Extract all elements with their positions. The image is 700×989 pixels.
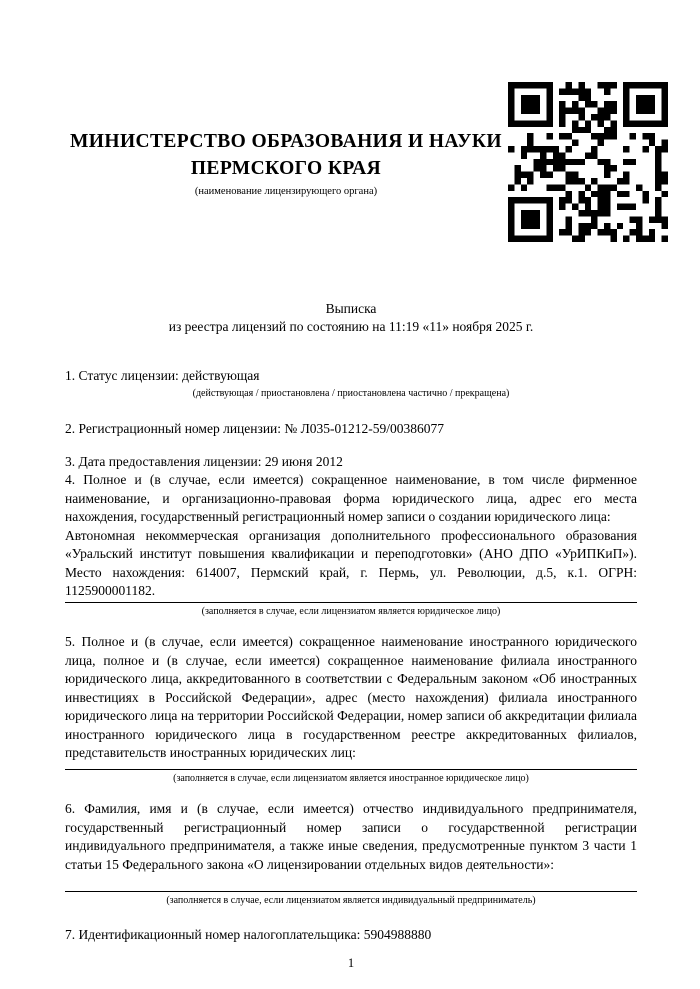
license-status: 1. Статус лицензии: действующая: [65, 368, 260, 383]
entrepreneur-label: 6. Фамилия, имя и (в случае, если имеется) отчество индивидуального предпринимателя, государственный регистрационный номер записи о государственной регистрации индивидуального предпринимателя, а также иные сведения, предусмотренные пунктом 3 части 1 статьи 15 Федерального закона «О лицензировании отдельных видов деятельности»:: [65, 801, 637, 872]
ministry-caption: (наименование лицензирующего органа): [194, 186, 378, 197]
document-header: [65, 0, 637, 245]
licensing-authority-block: [65, 128, 507, 199]
foreign-entity-caption: (заполняется в случае, если лицензиатом является иностранное юридическое лицо): [173, 772, 529, 784]
legal-entity-value: Автономная некоммерческая организация дополнительного профессионального образования «Уральский институт повышения квалификации и переподготовки» (АНО ДПО «УрИПКиП»). Место нахождения: 614007, Пермский край, г. Пермь, ул. Революции, д.5, к.1. ОГРН: 1125900001182.: [65, 527, 637, 598]
document-subtitle: из реестра лицензий по состоянию на 11:19 «11» ноября 2025 г.: [168, 319, 534, 334]
entrepreneur-fill-line: [65, 891, 637, 892]
entrepreneur-caption: (заполняется в случае, если лицензиатом является индивидуальный предприниматель): [166, 895, 536, 906]
legal-entity-caption: (заполняется в случае, если лицензиатом является юридическое лицо): [201, 606, 501, 617]
ministry-name-line1: МИНИСТЕРСТВО ОБРАЗОВАНИЯ И НАУКИ: [70, 131, 502, 152]
document-title-block: [65, 300, 637, 336]
foreign-entity-section: [65, 633, 637, 786]
foreign-entity-label: 5. Полное и (в случае, если имеется) сокращенное наименование иностранного юридического лица, полное и (в случае, если имеется) сокращенное наименование филиала иностранного юридического лица, аккредитованного в соответствии с Федеральным законом «Об иностранных инвестициях в Российской Федерации», адрес (место нахождения) филиала иностранного юридического лица на территории Российской Федерации, номер записи об аккредитации филиала иностранного юридического лица в государственном реестре аккредитованных филиалов, представительств иностранных юридических лиц:: [65, 634, 637, 760]
legal-entity-label: 4. Полное и (в случае, если имеется) сокращенное наименование, в том числе фирменное наименование, и организационно-правовая форма юридического лица, адрес его места нахождения, государственный регистрационный номер записи о создании юридического лица:: [65, 472, 637, 524]
entrepreneur-section: [65, 800, 637, 908]
document-title: Выписка: [325, 301, 377, 316]
legal-entity-fill-line: [65, 602, 637, 603]
page-number: 1: [347, 955, 355, 970]
qr-code-icon: [508, 82, 668, 242]
foreign-entity-fill-line: [65, 769, 637, 770]
ministry-name-line2: ПЕРМСКОГО КРАЯ: [190, 158, 382, 179]
legal-entity-section: [65, 471, 637, 619]
taxpayer-id: 7. Идентификационный номер налогоплательщика: 5904988880: [65, 927, 432, 942]
license-status-options-caption: (действующая / приостановлена / приостановлена частично / прекращена): [192, 387, 510, 399]
license-registration-number: 2. Регистрационный номер лицензии: № Л035-01212-59/00386077: [65, 420, 445, 436]
license-grant-date: 3. Дата предоставления лицензии: 29 июня 2012: [65, 453, 343, 469]
